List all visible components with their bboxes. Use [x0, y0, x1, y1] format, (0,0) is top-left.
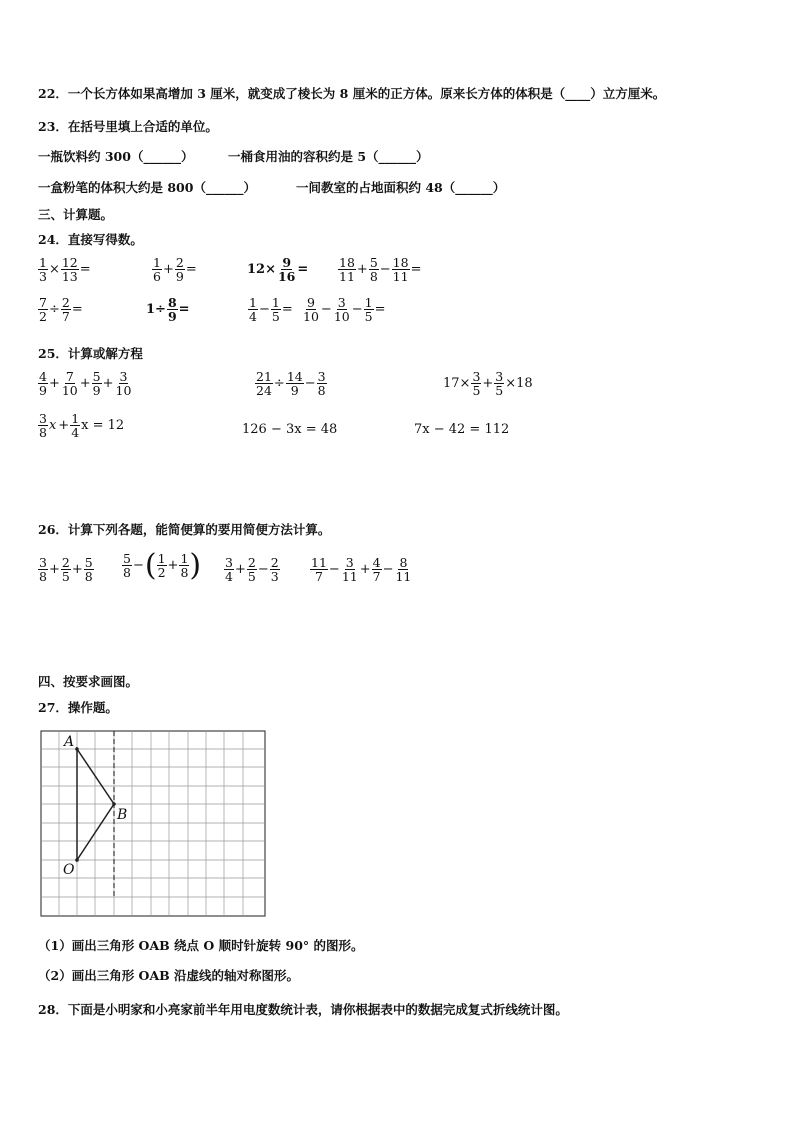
triangle-oab [77, 749, 114, 860]
label-o: O [63, 862, 75, 878]
q24-expr-8: $\frac{9}{10}$ − $\frac{3}{10}$ − $\frac{1}{5}$ = [303, 295, 386, 325]
q24-expr-7: $\frac{1}{4}$ − $\frac{1}{5}$ = [249, 295, 293, 325]
q24-expr-5: $\frac{7}{2}$ ÷ $\frac{2}{7}$ = [39, 295, 83, 325]
q24-expr-6: 1÷ $\frac{8}{9}$ = [146, 295, 190, 325]
q27-sub-1: （1）画出三角形 OAB 绕点 O 顺时针旋转 90° 的图形。 [38, 938, 364, 953]
question-22: 22．一个长方体如果高增加 3 厘米，就变成了棱长为 8 厘米的正方体。原来长方体的体积是（____）立方厘米。 [38, 86, 666, 101]
question-24-title: 24．直接写得数。 [38, 232, 143, 247]
q23-item-1: 一瓶饮料约 300（______） [38, 149, 194, 164]
label-b: B [117, 807, 128, 823]
q24-expr-4: $\frac{18}{11}$ + $\frac{5}{8}$ − $\frac{18}{11}$ = [339, 255, 422, 285]
grid-lines [41, 731, 265, 916]
question-28-title: 28．下面是小明家和小亮家前半年用电度数统计表，请你根据表中的数据完成复式折线统计图。 [38, 1002, 568, 1017]
q26-expr-4: $\frac{11}{7}$ − $\frac{3}{11}$ + $\frac{4}{7}$ − $\frac{8}{11}$ [311, 555, 412, 585]
point-b [112, 802, 116, 806]
q26-expr-1: $\frac{3}{8}$ + $\frac{2}{5}$ + $\frac{5}{8}$ [39, 555, 93, 585]
q25-expr-2: $\frac{21}{24}$ ÷ $\frac{14}{9}$ − $\frac{3}{8}$ [256, 369, 326, 399]
section-4-title: 四、按要求画图。 [38, 674, 139, 689]
q25-equation-3: 7x − 42 = 112 [414, 422, 510, 437]
point-o [75, 858, 79, 862]
section-3-title: 三、计算题。 [38, 207, 114, 222]
q27-sub-2: （2）画出三角形 OAB 沿虚线的轴对称图形。 [38, 968, 300, 983]
q23-item-2: 一桶食用油的容积约是 5（______） [228, 149, 429, 164]
q25-expr-3: 17× $\frac{3}{5}$ + $\frac{3}{5}$ ×18 [443, 369, 533, 399]
question-25-title: 25．计算或解方程 [38, 346, 143, 361]
q23-item-4: 一间教室的占地面积约 48（______） [296, 180, 506, 195]
q25-eq1-rhs: x = 12 [81, 418, 125, 434]
q24-expr-1: $\frac{1}{3}$ × $\frac{12}{13}$ = [39, 255, 91, 285]
q25-expr-1: $\frac{4}{9}$ + $\frac{7}{10}$ + $\frac{5}{9}$ + $\frac{3}{10}$ [39, 369, 132, 399]
q25-equation-1: $\frac{3}{8}$ x + $\frac{1}{4}$ x = 12 [39, 411, 125, 441]
question-23-title: 23．在括号里填上合适的单位。 [38, 119, 218, 134]
q24-expr-3: 12× $\frac{9}{16}$ = [247, 255, 309, 285]
q25-equation-2: 126 − 3x = 48 [242, 422, 338, 437]
label-a: A [64, 734, 75, 750]
question-26-title: 26．计算下列各题，能简便算的要用简便方法计算。 [38, 522, 331, 537]
q23-item-3: 一盒粉笔的体积大约是 800（______） [38, 180, 256, 195]
grid-figure [40, 730, 266, 918]
q26-expr-3: $\frac{3}{4}$ + $\frac{2}{5}$ − $\frac{2}{3}$ [225, 555, 279, 585]
q24-expr-2: $\frac{1}{6}$ + $\frac{2}{9}$ = [153, 255, 197, 285]
point-a [75, 747, 79, 751]
q26-expr-2: $\frac{5}{8}$ −( $\frac{1}{2}$ + $\frac{1}{8}$ ) [123, 548, 202, 583]
question-27-title: 27．操作题。 [38, 700, 118, 715]
